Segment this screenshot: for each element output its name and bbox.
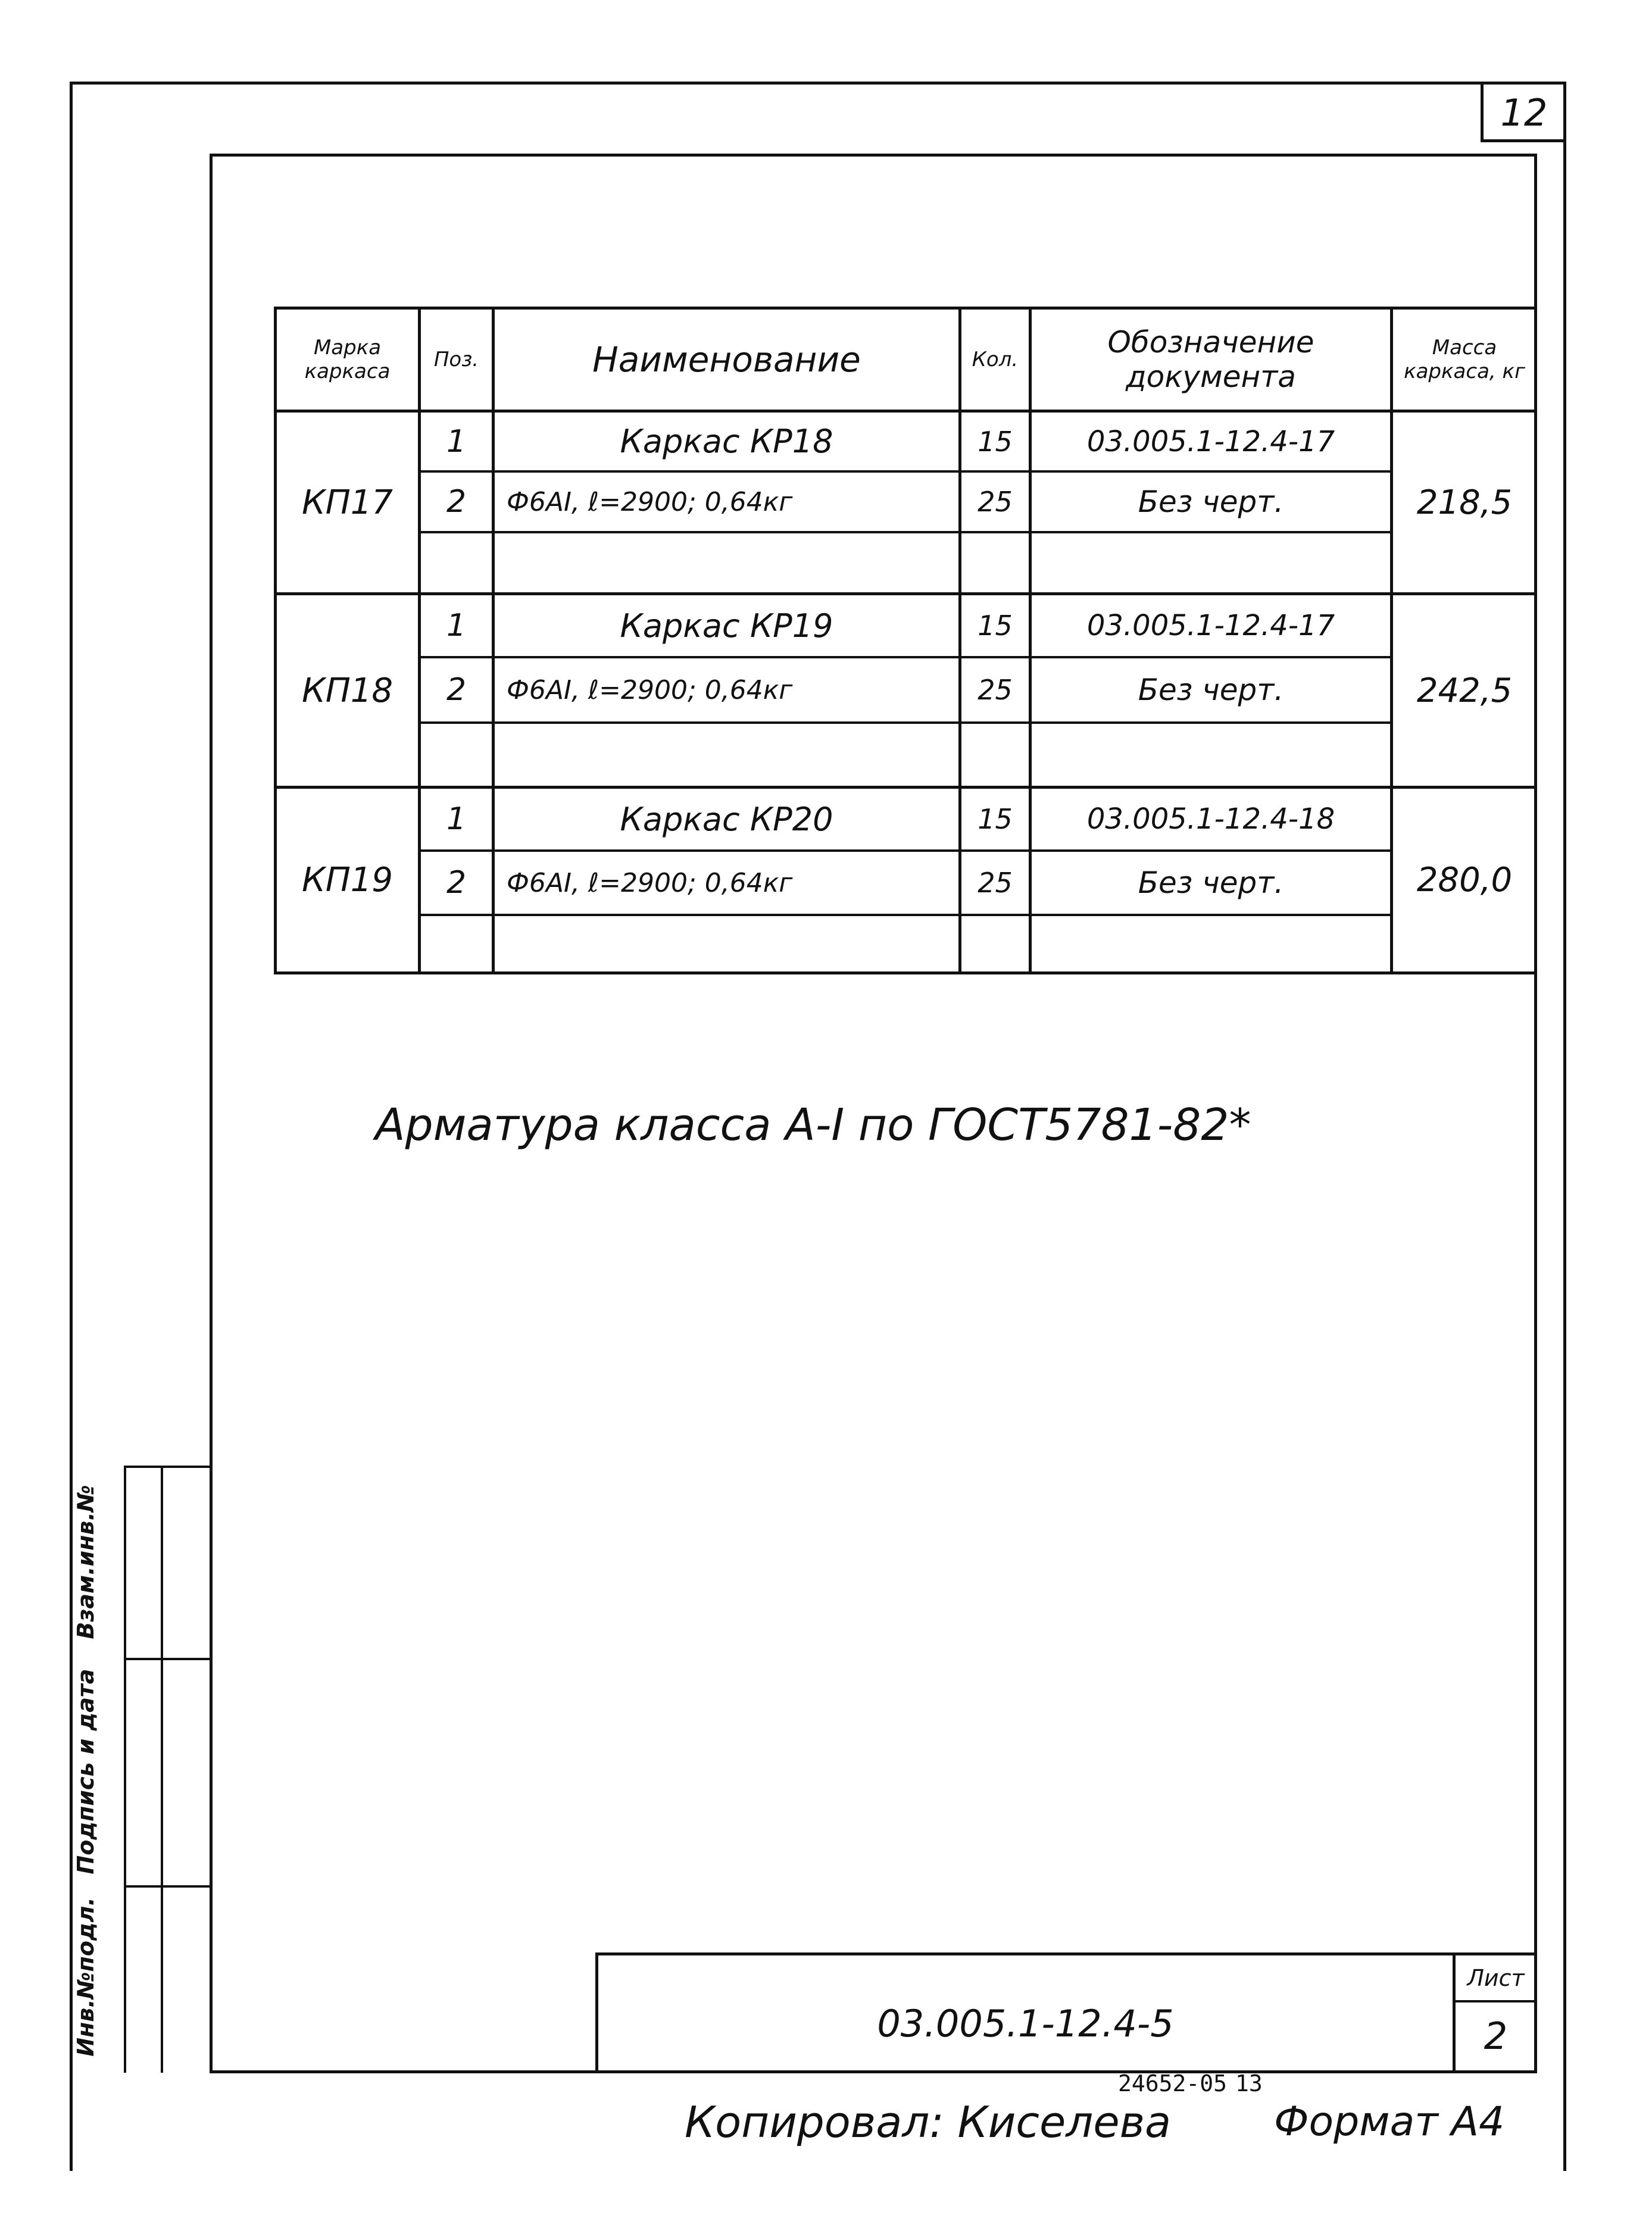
- row-name: Каркас КР19: [620, 607, 833, 645]
- row-doc: 03.005.1-12.4-17: [1086, 609, 1335, 642]
- row-pos: 1: [446, 608, 467, 643]
- row-doc: 03.005.1-12.4-18: [1086, 802, 1335, 836]
- group-mark: КП18: [301, 671, 394, 710]
- outer-frame-top: [70, 82, 1566, 85]
- side-stamp-div2: [124, 1885, 212, 1888]
- sheet-label: Лист: [1467, 1965, 1525, 1991]
- title-block-top: [595, 1952, 1536, 1955]
- side-stamp-div1: [124, 1658, 212, 1660]
- row-doc: Без черт.: [1138, 673, 1284, 707]
- group-mark: КП17: [301, 483, 394, 522]
- group-mass: 280,0: [1416, 861, 1513, 899]
- row-pos: 2: [446, 672, 467, 708]
- row-doc: Без черт.: [1138, 866, 1284, 900]
- side-stamp-cell-replace: Взам.инв.№: [73, 1485, 99, 1639]
- group-mark: КП19: [301, 861, 394, 899]
- header-doc: Обозначение документа: [1107, 325, 1314, 394]
- sheet-number: 2: [1484, 2014, 1508, 2058]
- row-sep: [418, 721, 1393, 724]
- copied-by: Копировал: Киселева: [685, 2097, 1172, 2147]
- row-sep: [418, 914, 1393, 916]
- row-qty: 15: [978, 803, 1013, 835]
- header-name: Наименование: [592, 339, 861, 380]
- row-doc: Без черт.: [1138, 485, 1284, 519]
- inner-frame-bottom: [210, 2070, 1537, 2073]
- row-qty: 15: [978, 425, 1013, 458]
- row-name: Ф6АI, ℓ=2900; 0,64кг: [507, 867, 793, 898]
- row-name: Ф6АI, ℓ=2900; 0,64кг: [507, 674, 793, 705]
- reinforcement-note: Арматура класса А-I по ГОСТ5781-82*: [375, 1099, 1251, 1151]
- row-name: Каркас КР18: [620, 423, 833, 460]
- inner-frame-top: [210, 154, 1537, 157]
- title-block-sheet-label-line: [1453, 2000, 1536, 2002]
- paper-format: Формат А4: [1274, 2098, 1505, 2145]
- inner-frame-left: [210, 154, 213, 2073]
- row-doc: 03.005.1-12.4-17: [1086, 424, 1335, 458]
- document-designation: 03.005.1-12.4-5: [877, 2002, 1174, 2045]
- row-pos: 2: [446, 484, 467, 520]
- side-stamp-left: [124, 1466, 126, 2073]
- row-qty: 25: [978, 867, 1013, 899]
- archive-sub: 13: [1235, 2070, 1263, 2097]
- side-stamp-cell-inv: Инв.№подл.: [73, 1897, 99, 2057]
- header-pos: Поз.: [433, 348, 479, 371]
- row-pos: 1: [446, 801, 467, 837]
- row-qty: 25: [978, 674, 1013, 706]
- page-number-box-left: [1481, 82, 1484, 141]
- page-number: 12: [1500, 91, 1548, 135]
- header-mark: Марка каркаса: [304, 336, 391, 383]
- table-bottom: [274, 971, 1536, 974]
- row-qty: 25: [978, 486, 1013, 518]
- side-stamp-mid: [161, 1466, 163, 2073]
- page-number-box-bottom: [1481, 139, 1566, 142]
- group-mass: 242,5: [1416, 671, 1513, 710]
- outer-frame-right: [1563, 82, 1566, 2171]
- header-mass: Масса каркаса, кг: [1404, 336, 1525, 383]
- row-pos: 1: [446, 423, 467, 460]
- row-qty: 15: [978, 610, 1013, 642]
- header-qty: Кол.: [972, 348, 1019, 371]
- row-name: Каркас КР20: [620, 800, 833, 838]
- row-sep: [418, 531, 1393, 533]
- side-stamp-top: [124, 1466, 212, 1468]
- group-mass: 218,5: [1416, 483, 1513, 522]
- side-stamp-cell-signature: Подпись и дата: [73, 1669, 99, 1875]
- row-name: Ф6АI, ℓ=2900; 0,64кг: [507, 486, 793, 517]
- row-pos: 2: [446, 865, 467, 901]
- archive-number: 24652-05: [1118, 2070, 1228, 2097]
